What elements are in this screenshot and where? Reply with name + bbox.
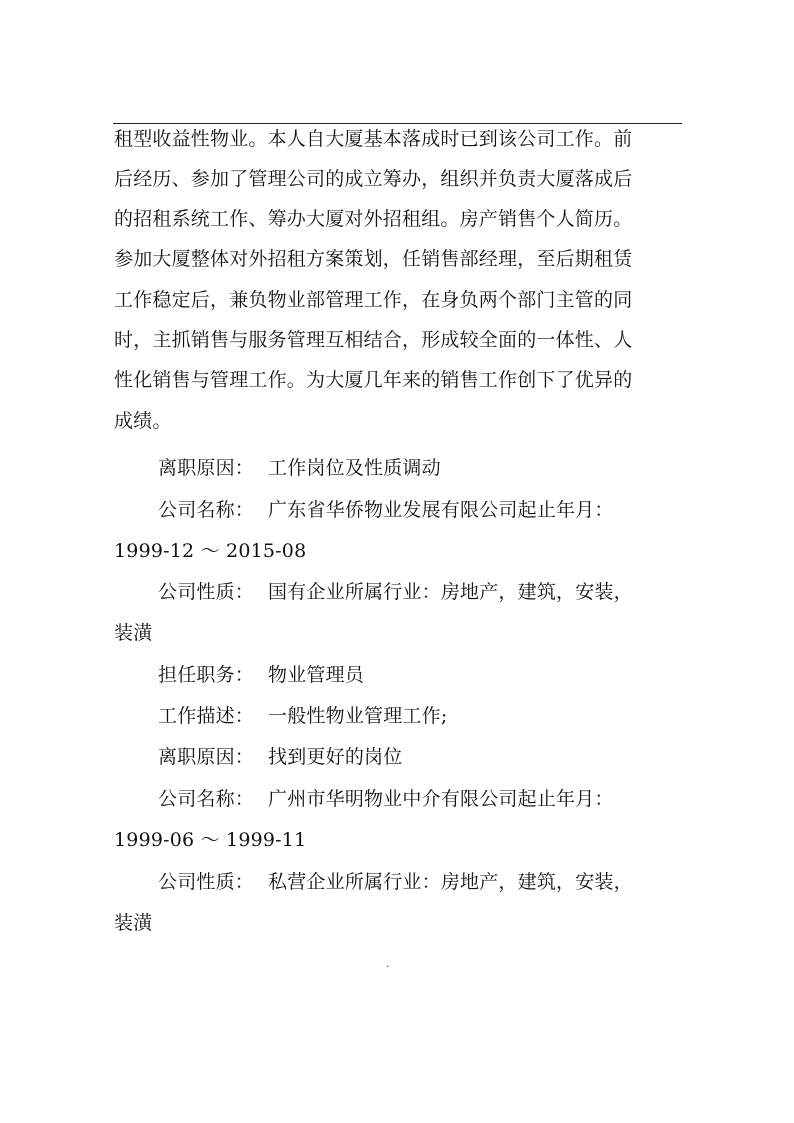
- company-nature-row-3: [158, 870, 738, 894]
- company-name-value: 广东省华侨物业发展有限公司起止年月：: [268, 499, 614, 521]
- description-label: 工作描述：: [158, 705, 255, 727]
- position-row-2: [158, 663, 738, 687]
- company-row-2: [158, 498, 738, 522]
- footer-dot: .: [386, 959, 390, 970]
- company-nature-cont-3: 装潢: [114, 912, 153, 934]
- company-nature-row-2: [158, 580, 738, 604]
- company-name-label: 公司名称：: [158, 788, 255, 810]
- paragraph-line-8: 成绩。: [114, 410, 172, 432]
- company-name-label: 公司名称：: [158, 499, 255, 521]
- position-value: 物业管理员: [268, 664, 365, 686]
- description-row-2: [158, 704, 738, 728]
- paragraph-line-5: 工作稳定后，兼负物业部管理工作，在身负两个部门主管的同: [114, 289, 633, 311]
- paragraph-line-7: 性化销售与管理工作。为大厦几年来的销售工作创下了优异的: [114, 369, 633, 391]
- leave-reason-row-1: [158, 456, 738, 480]
- company-nature-value: 国有企业所属行业：房地产，建筑，安装，: [268, 581, 633, 603]
- company-dates-2: 1999-12 ～ 2015-08: [114, 540, 307, 562]
- leave-reason-label: 离职原因：: [158, 457, 255, 479]
- company-nature-cont-2: 装潢: [114, 622, 153, 644]
- company-dates-3: 1999-06 ～ 1999-11: [114, 829, 307, 851]
- company-nature-label: 公司性质：: [158, 581, 255, 603]
- paragraph-line-4: 参加大厦整体对外招租方案策划，任销售部经理，至后期租赁: [114, 248, 633, 270]
- company-nature-label: 公司性质：: [158, 871, 255, 893]
- paragraph-line-1: 租型收益性物业。本人自大厦基本落成时已到该公司工作。前: [114, 128, 633, 150]
- description-value: 一般性物业管理工作;: [268, 705, 448, 727]
- paragraph-line-6: 时，主抓销售与服务管理互相结合，形成较全面的一体性、人: [114, 329, 633, 351]
- company-name-value: 广州市华明物业中介有限公司起止年月：: [268, 788, 614, 810]
- leave-reason-value: 找到更好的岗位: [268, 746, 403, 768]
- leave-reason-label: 离职原因：: [158, 746, 255, 768]
- company-row-3: [158, 787, 738, 811]
- position-label: 担任职务：: [158, 664, 255, 686]
- paragraph-line-3: 的招租系统工作、筹办大厦对外招租组。房产销售个人简历。: [114, 208, 633, 230]
- leave-reason-row-2: [158, 745, 738, 769]
- header-rule: [113, 123, 682, 124]
- company-nature-value: 私营企业所属行业：房地产，建筑，安装，: [268, 871, 633, 893]
- leave-reason-value: 工作岗位及性质调动: [268, 457, 441, 479]
- paragraph-line-2: 后经历、参加了管理公司的成立筹办，组织并负责大厦落成后: [114, 168, 633, 190]
